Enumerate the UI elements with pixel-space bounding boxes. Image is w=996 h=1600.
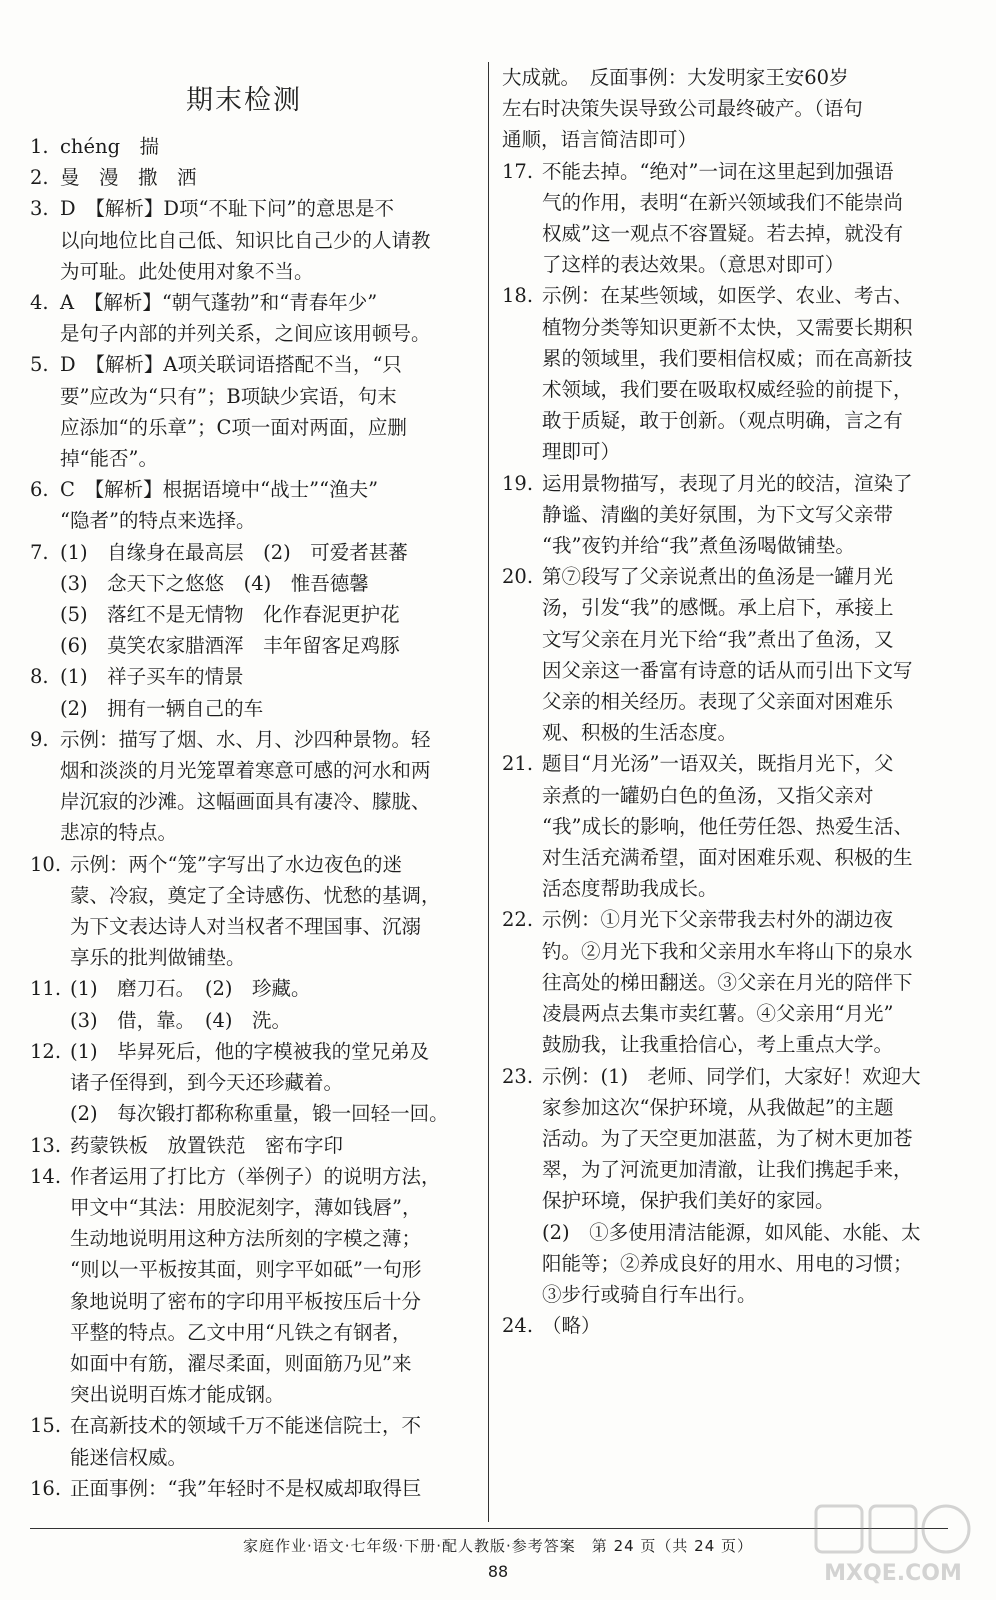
answer-line: A 【解析】“朝气蓬勃”和“青春年少” — [60, 291, 378, 315]
answer-number: 10. — [30, 852, 62, 876]
answer-item — [502, 280, 948, 467]
answer-line: (1) 毕昇死后，他的字模被我的堂兄弟及 — [70, 1039, 430, 1063]
answer-line: 示例：(1) 老师、同学们，大家好！欢迎大 — [542, 1064, 921, 1088]
answer-line: 累的领域里，我们要相信权威；而在高新技 — [542, 346, 913, 370]
right-column — [502, 62, 948, 1341]
answer-text — [60, 724, 474, 849]
answer-line: D 【解析】D项“不耻下问”的意思是不 — [60, 197, 394, 221]
answer-line: 了这样的表达效果。（意思对即可） — [542, 253, 845, 277]
page-number: 88 — [487, 1562, 509, 1581]
answer-line: 药蒙铁板 放置铁范 密布字印 — [70, 1133, 344, 1157]
answer-text — [60, 131, 474, 162]
answer-line: D 【解析】A项关联词语搭配不当，“只 — [60, 353, 402, 377]
answer-text — [502, 62, 948, 156]
answer-number: 24. — [502, 1314, 534, 1338]
answer-line: “则以一平板按其面，则字平如砥”一句形 — [70, 1258, 422, 1282]
answer-item — [30, 1036, 474, 1130]
answer-line: 诸子侄得到，到今天还珍藏着。 — [70, 1071, 344, 1095]
answer-item — [30, 474, 474, 536]
answer-text — [70, 1410, 474, 1472]
answer-line: 翠，为了河流更加清澈，让我们携起手来， — [542, 1158, 913, 1182]
answer-item — [30, 1161, 474, 1411]
answer-item — [502, 468, 948, 562]
answer-line: 静谧、清幽的美好氛围，为下文写父亲带 — [542, 502, 894, 526]
answer-text — [60, 287, 474, 349]
answer-text — [70, 973, 474, 1035]
answer-line: 钓。②月光下我和父亲用水车将山下的泉水 — [542, 939, 913, 963]
answer-text — [60, 661, 474, 723]
answer-number: 14. — [30, 1164, 62, 1188]
answer-line: “我”夜钓并给“我”煮鱼汤喝做铺垫。 — [542, 534, 855, 558]
answer-line: 蒙、冷寂，奠定了全诗感伤、忧愁的基调， — [70, 883, 441, 907]
answer-line: 文写父亲在月光下给“我”煮出了鱼汤，又 — [542, 627, 894, 651]
answer-line: 如面中有筋，濯尽柔面，则面筋乃见”来 — [70, 1351, 412, 1375]
answer-line: ③步行或骑自行车出行。 — [542, 1282, 757, 1306]
page-title: 期末检测 — [186, 85, 302, 116]
answer-number: 12. — [30, 1039, 62, 1063]
answer-item — [502, 748, 948, 904]
answer-line: chéng 揣 — [60, 135, 160, 158]
answer-number: 8. — [30, 665, 49, 689]
answer-number: 11. — [30, 977, 62, 1001]
answer-line: 为下文表达诗人对当权者不理国事、沉溺 — [70, 915, 422, 939]
answer-line: 在高新技术的领域千万不能迷信院士，不 — [70, 1414, 422, 1438]
answer-line: 象地说明了密布的字印用平板按压后十分 — [70, 1289, 422, 1313]
answer-number: 6. — [30, 478, 49, 502]
answer-text — [542, 468, 948, 562]
answer-item — [30, 1130, 474, 1161]
answer-line: 生动地说明用这种方法所刻的字模之薄； — [70, 1227, 422, 1251]
answer-line: 气的作用，表明“在新兴领域我们不能崇尚 — [542, 190, 903, 214]
answer-text — [60, 193, 474, 287]
answer-line: 突出说明百炼才能成钢。 — [70, 1383, 285, 1407]
answer-line: 活态度帮助我成长。 — [542, 877, 718, 901]
answer-number: 1. — [30, 135, 49, 158]
page-footer: 家庭作业·语文·七年级·下册·配人教版·参考答案 第 24 页（共 24 页） — [242, 1537, 754, 1555]
answer-line: 示例：描写了烟、水、月、沙四种景物。轻 — [60, 727, 431, 751]
answer-text — [542, 748, 948, 904]
answer-line: (1) 自缘身在最高层 (2) 可爱者甚蕃 — [60, 540, 408, 564]
answer-number: 18. — [502, 284, 534, 308]
answer-line: (3) 借，靠。 (4) 洗。 — [70, 1008, 291, 1032]
answer-item — [30, 724, 474, 849]
answer-text — [60, 349, 474, 474]
answer-item — [502, 62, 948, 156]
answer-line: “我”成长的影响，他任劳任怨、热爱生活、 — [542, 814, 913, 838]
answer-text — [542, 904, 948, 1060]
answer-line: 保护环境，保护我们美好的家园。 — [542, 1189, 835, 1213]
answer-item — [502, 1310, 948, 1341]
answer-line: 亲煮的一罐奶白色的鱼汤，又指父亲对 — [542, 783, 874, 807]
answer-number: 15. — [30, 1414, 62, 1438]
answer-number: 22. — [502, 908, 534, 932]
answer-text — [70, 1473, 474, 1504]
answer-line: 活动。为了天空更加湛蓝，为了树木更加苍 — [542, 1126, 913, 1150]
answer-text — [542, 156, 948, 281]
answer-line: 因父亲这一番富有诗意的话从而引出下文写 — [542, 658, 913, 682]
answer-number: 23. — [502, 1064, 534, 1088]
answer-text — [70, 849, 474, 974]
answer-line: (6) 莫笑农家腊酒浑 丰年留客足鸡豚 — [60, 634, 400, 658]
answer-item — [30, 973, 474, 1035]
answer-line: 要”应改为“只有”；B项缺少宾语，句末 — [60, 384, 397, 408]
answer-item — [30, 193, 474, 287]
answer-line: 示例：①月光下父亲带我去村外的湖边夜 — [542, 908, 894, 932]
answer-text — [70, 1161, 474, 1411]
answer-line: （略） — [542, 1314, 601, 1338]
answer-item — [30, 1410, 474, 1472]
answer-line: 植物分类等知识更新不太快，又需要长期积 — [542, 315, 913, 339]
answer-text — [542, 561, 948, 748]
answer-item — [30, 287, 474, 349]
answer-line: 术领域，我们要在吸取权威经验的前提下， — [542, 378, 913, 402]
answer-line: 通顺，语言简洁即可） — [502, 128, 698, 152]
answer-text — [70, 1130, 474, 1161]
answer-number: 3. — [30, 197, 49, 221]
answer-text — [60, 162, 474, 193]
answer-line: 平整的特点。乙文中用“凡铁之有钢者， — [70, 1320, 412, 1344]
answer-line: 享乐的批判做铺垫。 — [70, 946, 246, 970]
answer-number: 4. — [30, 291, 49, 315]
answer-number: 2. — [30, 166, 49, 190]
answer-line: 左右时决策失误导致公司最终破产。（语句 — [502, 97, 863, 121]
answer-line: 敢于质疑，敢于创新。（观点明确，言之有 — [542, 409, 903, 433]
answer-line: (2) 每次锻打都称称重量，锻一回轻一回。 — [70, 1102, 449, 1126]
answer-text — [542, 1061, 948, 1311]
answer-line: (3) 念天下之悠悠 (4) 惟吾德馨 — [60, 571, 369, 595]
answer-line: 大成就。 反面事例：大发明家王安60岁 — [502, 66, 849, 89]
answer-line: (2) ①多使用清洁能源，如风能、水能、太 — [542, 1220, 921, 1244]
answer-item — [30, 349, 474, 474]
answer-item — [30, 1473, 474, 1504]
answer-number: 16. — [30, 1476, 62, 1500]
answer-line: C 【解析】根据语境中“战士”“渔夫” — [60, 478, 379, 502]
answer-number: 21. — [502, 752, 534, 776]
answer-line: (1) 祥子买车的情景 — [60, 665, 244, 689]
answer-number: 5. — [30, 353, 49, 377]
answer-item — [30, 661, 474, 723]
answer-line: 凌晨两点去集市卖红薯。④父亲用“月光” — [542, 1002, 894, 1026]
answer-line: 运用景物描写，表现了月光的皎洁，渲染了 — [542, 471, 913, 495]
watermark-text: MXQE.COM — [824, 1561, 962, 1586]
answer-number: 13. — [30, 1133, 62, 1157]
answer-line: 作者运用了打比方（举例子）的说明方法， — [70, 1164, 441, 1188]
watermark-logo — [808, 1500, 978, 1590]
answer-number: 9. — [30, 727, 49, 751]
answer-line: 权威”这一观点不容置疑。若去掉，就没有 — [542, 222, 903, 246]
answer-text — [542, 280, 948, 467]
left-column — [30, 131, 474, 1504]
answer-number: 17. — [502, 159, 534, 183]
answer-text — [542, 1310, 948, 1341]
answer-number: 19. — [502, 471, 534, 495]
answer-line: (2) 拥有一辆自己的车 — [60, 696, 264, 720]
answer-line: (5) 落红不是无情物 化作春泥更护花 — [60, 603, 400, 627]
answer-line: 应添加“的乐章”；C项一面对两面，应删 — [60, 415, 407, 439]
answer-line: 岸沉寂的沙滩。这幅画面具有凄冷、朦胧、 — [60, 790, 431, 814]
answer-line: 正面事例：“我”年轻时不是权威却取得巨 — [70, 1476, 422, 1500]
answer-line: 能迷信权威。 — [70, 1445, 188, 1469]
column-divider — [488, 62, 489, 1522]
answer-line: 对生活充满希望，面对困难乐观、积极的生 — [542, 846, 913, 870]
answer-line: 往高处的梯田翻送。③父亲在月光的陪伴下 — [542, 970, 913, 994]
answer-text — [60, 537, 474, 662]
answer-item — [502, 561, 948, 748]
answer-line: 第⑦段写了父亲说煮出的鱼汤是一罐月光 — [542, 565, 894, 589]
answer-line: 甲文中“其法：用胶泥刻字，薄如钱唇”， — [70, 1195, 422, 1219]
answer-line: 父亲的相关经历。表现了父亲面对困难乐 — [542, 690, 894, 714]
answer-line: 烟和淡淡的月光笼罩着寒意可感的河水和两 — [60, 759, 431, 783]
answer-line: 鼓励我，让我重拾信心，考上重点大学。 — [542, 1033, 894, 1057]
answer-line: 掉“能否”。 — [60, 447, 158, 471]
answer-line: 不能去掉。“绝对”一词在这里起到加强语 — [542, 159, 894, 183]
answer-line: 观、积极的生活态度。 — [542, 721, 738, 745]
answer-number: 20. — [502, 565, 534, 589]
answer-item — [502, 904, 948, 1060]
answer-item — [502, 156, 948, 281]
answer-item — [30, 131, 474, 162]
answer-line: (1) 磨刀石。 (2) 珍藏。 — [70, 977, 311, 1001]
answer-line: 示例：两个“笼”字写出了水边夜色的迷 — [70, 852, 402, 876]
answer-item — [30, 537, 474, 662]
answer-line: 家参加这次“保护环境，从我做起”的主题 — [542, 1095, 894, 1119]
answer-line: 是句子内部的并列关系，之间应该用顿号。 — [60, 322, 431, 346]
answer-line: 汤，引发“我”的感慨。承上启下，承接上 — [542, 596, 894, 620]
answer-item — [502, 1061, 948, 1311]
answer-text — [60, 474, 474, 536]
answer-line: “隐者”的特点来选择。 — [60, 509, 256, 533]
answer-line: 为可耻。此处使用对象不当。 — [60, 259, 314, 283]
answer-item — [30, 849, 474, 974]
answer-text — [70, 1036, 474, 1130]
answer-line: 阳能等；②养成良好的用水、用电的习惯； — [542, 1251, 913, 1275]
answer-line: 示例：在某些领域，如医学、农业、考古、 — [542, 284, 913, 308]
answer-line: 理即可） — [542, 440, 621, 464]
answer-line: 以向地位比自己低、知识比自己少的人请教 — [60, 228, 431, 252]
answer-line: 曼 漫 撒 洒 — [60, 166, 197, 190]
answer-line: 题目“月光汤”一语双关，既指月光下，父 — [542, 752, 894, 776]
answer-number: 7. — [30, 540, 49, 564]
answer-line: 悲凉的特点。 — [60, 821, 178, 845]
answer-item — [30, 162, 474, 193]
